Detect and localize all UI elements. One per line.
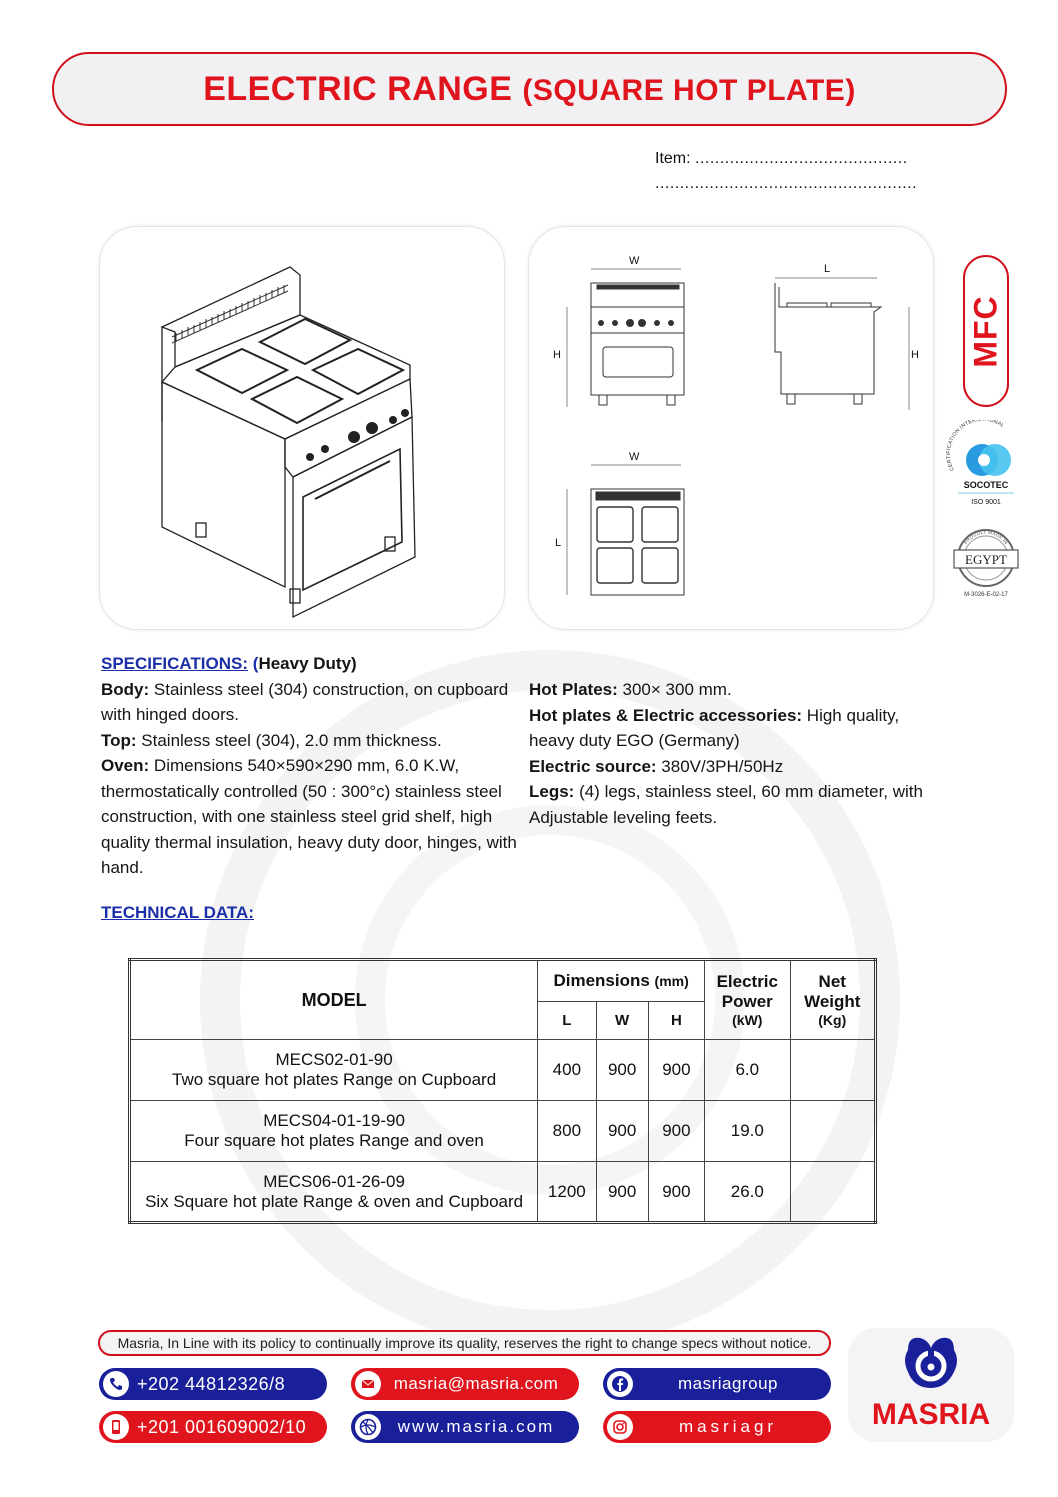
cell-power: 26.0 — [705, 1162, 790, 1223]
cell-l: 800 — [538, 1101, 596, 1162]
side-view-drawing — [775, 278, 909, 410]
spec-label: Top: — [101, 730, 137, 750]
contact-website[interactable] — [351, 1411, 579, 1443]
cell-h: 900 — [648, 1101, 704, 1162]
spec-legs — [529, 779, 949, 830]
spec-text: 380V/3PH/50Hz — [656, 756, 784, 776]
power-unit: (kW) — [732, 1012, 763, 1028]
disclaimer-text: Masria, In Line with its policy to continually improve its quality, reserves the right to change specs without notice. — [117, 1335, 812, 1351]
top-width-label: W — [629, 451, 640, 463]
masria-emblem-icon — [905, 1338, 957, 1388]
table-row — [130, 1101, 876, 1162]
power-line-1: Electric — [716, 972, 778, 991]
cell-weight — [790, 1101, 875, 1162]
email-icon — [355, 1371, 381, 1397]
dimension-drawings-card — [528, 226, 934, 630]
cell-weight — [790, 1162, 875, 1223]
cell-power: 6.0 — [705, 1040, 790, 1101]
header-w: W — [596, 1002, 648, 1040]
spec-text: High quality, heavy duty EGO (Germany) — [529, 705, 900, 750]
header-dimensions — [538, 960, 705, 1002]
table-row — [130, 1040, 876, 1101]
model-cell — [130, 1101, 538, 1162]
globe-icon — [355, 1414, 381, 1440]
range-isometric-drawing — [100, 227, 506, 631]
front-view-drawing — [567, 269, 684, 407]
header-power — [705, 960, 790, 1040]
top-view-drawing — [567, 465, 684, 595]
disclaimer-banner — [98, 1330, 831, 1356]
spec-label: Oven: — [101, 756, 150, 775]
cell-h: 900 — [648, 1162, 704, 1223]
spec-hot-plates — [529, 677, 949, 703]
model-cell — [130, 1162, 538, 1223]
contact-email[interactable] — [351, 1368, 579, 1400]
header-l: L — [538, 1002, 596, 1040]
cell-w: 900 — [596, 1101, 648, 1162]
product-image-card — [99, 226, 505, 630]
mobile-icon — [103, 1414, 129, 1440]
masria-logo — [848, 1328, 1014, 1442]
technical-data-table — [128, 958, 877, 1224]
weight-line-2: Weight — [804, 992, 861, 1011]
egypt-code-text: M-3026-E-02-17 — [964, 592, 1008, 598]
dimension-drawings — [529, 227, 935, 631]
spec-text: Stainless steel (304) construction, on cupboard with hinged doors. — [101, 679, 509, 724]
model-description: Two square hot plates Range on Cupboard — [172, 1070, 497, 1089]
contact-facebook[interactable] — [603, 1368, 831, 1400]
contact-mobile[interactable] — [99, 1411, 327, 1443]
item-dots: ........................................... — [695, 150, 908, 167]
specifications-left — [101, 651, 526, 881]
mfc-text: MFC — [967, 294, 1004, 368]
item-field-line2 — [655, 175, 917, 193]
title-main: ELECTRIC RANGE — [203, 69, 513, 108]
egypt-text: EGYPT — [965, 552, 1007, 567]
egypt-top-text: PROUDLY MADE IN — [963, 529, 1009, 546]
page-title — [203, 70, 856, 109]
spec-label: Legs: — [529, 782, 575, 801]
cell-l: 400 — [538, 1040, 596, 1101]
cell-power: 19.0 — [705, 1101, 790, 1162]
mfc-badge — [963, 255, 1009, 407]
power-line-2: Power — [721, 992, 773, 1011]
socotec-ring-text: CERTIFICATION INTERN IONAL — [945, 420, 1006, 472]
email-address: masria@masria.com — [393, 1374, 559, 1393]
spec-top — [101, 728, 526, 754]
spec-text: Dimensions 540×590×290 mm, 6.0 K.W, thermostatically controlled (50 : 300°c) stainless steel construction, with one stainless steel grid shelf, high quality thermal insulation, heavy duty door, hinges, with hand. — [101, 756, 517, 877]
item-dots-2: ..................................................... — [655, 175, 918, 192]
cell-w: 900 — [596, 1162, 648, 1223]
weight-unit: (Kg) — [818, 1012, 847, 1028]
dimensions-label: Dimensions — [553, 971, 650, 990]
specifications-heading-text: SPECIFICATIONS: — [101, 654, 249, 673]
model-code: MECS04-01-19-90 — [263, 1111, 405, 1130]
iso-text: ISO 9001 — [971, 499, 1001, 506]
top-length-label: L — [555, 537, 562, 549]
model-description: Four square hot plates Range and oven — [184, 1131, 484, 1150]
spec-label: Hot plates & Electric accessories: — [529, 705, 803, 725]
spec-label: Body: — [101, 679, 150, 699]
phone-icon — [103, 1371, 129, 1397]
instagram-icon — [607, 1414, 633, 1440]
instagram-handle: masriagr — [678, 1417, 778, 1436]
weight-line-1: Net — [818, 972, 846, 991]
spec-accessories — [529, 703, 949, 754]
item-label: Item: — [655, 150, 691, 167]
mobile-number: +201 001609002/10 — [137, 1416, 307, 1437]
spec-text: (4) legs, stainless steel, 60 mm diameter, with Adjustable leveling feets. — [529, 782, 923, 827]
socotec-certification-logo — [944, 420, 1028, 516]
model-cell — [130, 1040, 538, 1101]
item-field — [655, 150, 908, 168]
spec-electric-source — [529, 754, 949, 780]
spec-body — [101, 677, 526, 728]
heavy-duty-label: Heavy Duty) — [258, 654, 357, 673]
specifications-right — [529, 677, 949, 830]
model-code: MECS02-01-90 — [275, 1050, 393, 1069]
facebook-icon — [607, 1371, 633, 1397]
side-height-label: H — [911, 349, 919, 361]
title-sub: (SQUARE HOT PLATE) — [522, 73, 856, 107]
spec-text: 300× 300 mm. — [617, 680, 732, 699]
cell-h: 900 — [648, 1040, 704, 1101]
technical-data-heading — [101, 903, 254, 923]
socotec-text: SOCOTEC — [963, 480, 1009, 490]
specifications-heading — [101, 651, 526, 677]
side-length-label: L — [824, 263, 831, 275]
header-h: H — [648, 1002, 704, 1040]
cell-w: 900 — [596, 1040, 648, 1101]
table-row — [130, 1162, 876, 1223]
cell-weight — [790, 1040, 875, 1101]
heading-paren: ( — [252, 654, 259, 673]
contact-phone[interactable] — [99, 1368, 327, 1400]
contact-instagram[interactable] — [603, 1411, 831, 1443]
front-height-label: H — [553, 349, 561, 361]
header-weight — [790, 960, 875, 1040]
made-in-egypt-seal — [944, 520, 1028, 602]
spec-label: Electric source: — [529, 756, 657, 776]
masria-logo-text: MASRIA — [871, 1398, 991, 1431]
website-url: www.masria.com — [397, 1417, 555, 1436]
facebook-handle: masriagroup — [678, 1374, 778, 1393]
phone-number: +202 44812326/8 — [137, 1373, 286, 1394]
technical-data-heading-text: TECHNICAL DATA: — [101, 903, 254, 922]
spec-label: Hot Plates: — [529, 680, 618, 699]
title-banner — [52, 52, 1007, 126]
spec-text: Stainless steel (304), 2.0 mm thickness. — [136, 730, 442, 750]
dimensions-unit: (mm) — [654, 973, 689, 989]
cell-l: 1200 — [538, 1162, 596, 1223]
front-width-label: W — [629, 255, 640, 267]
header-model: MODEL — [130, 960, 538, 1040]
model-description: Six Square hot plate Range & oven and Cupboard — [145, 1191, 524, 1211]
spec-oven — [101, 753, 526, 881]
model-code: MECS06-01-26-09 — [263, 1171, 405, 1191]
